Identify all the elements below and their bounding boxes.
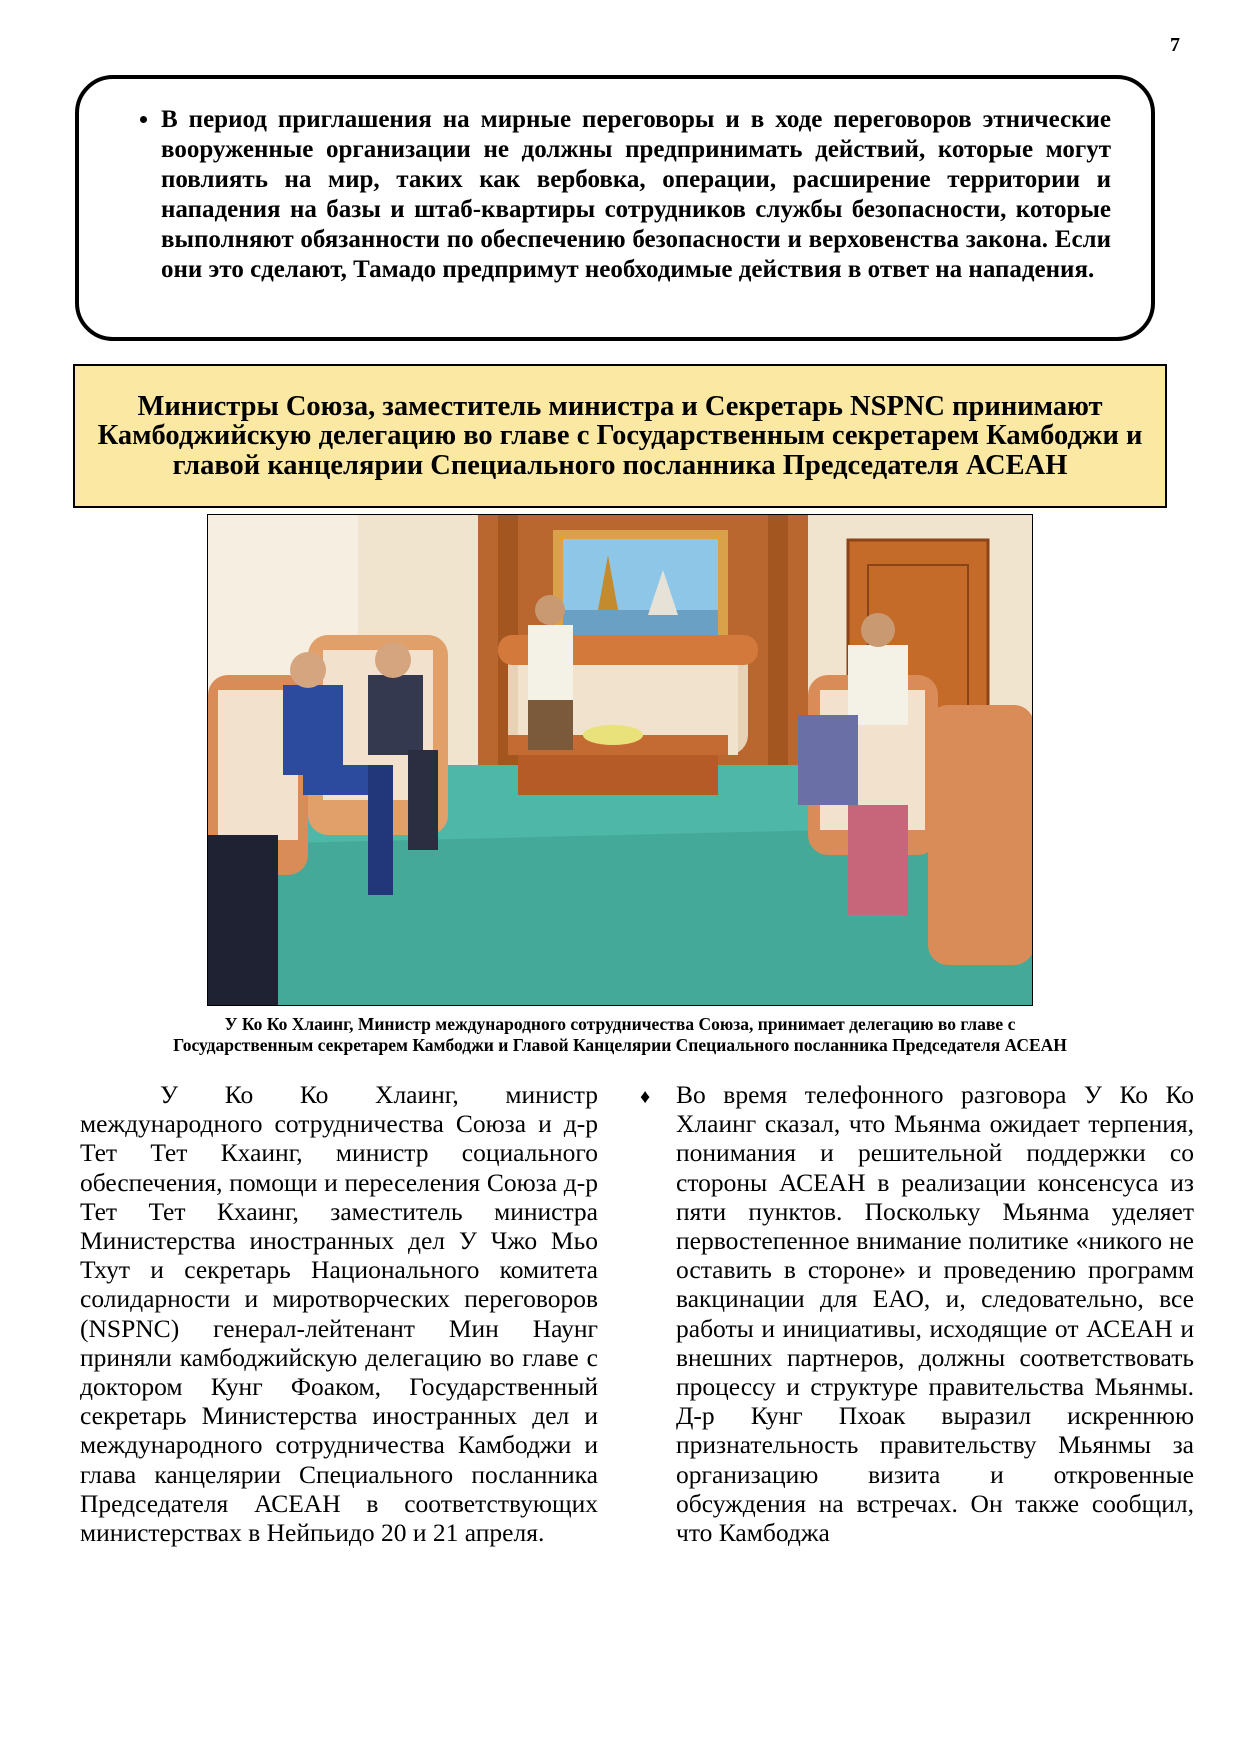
page-number: 7: [1170, 34, 1180, 56]
callout-bullet-text: • В период приглашения на мирные переговоры и в ходе переговоров этнические вооруженные организации не должны предпринимать действий, которые могут повлиять на мир, таких как вербовка, операции, расширение территории и нападения на базы и штаб-квартиры сотрудников службы безопасности, которые выполняют обязанности по обеспечению безопасности и верховенства закона. Если они это сделают, Тамадо предпримут необходимые действия в ответ на нападения.: [161, 105, 1111, 285]
photo-caption-line-2: Государственным секретарем Камбоджи и Главой Канцелярии Специального посланника Председателя АСЕАН: [173, 1035, 1067, 1055]
meeting-photo-illustration: [208, 515, 1033, 1006]
article-left-column: [80, 1080, 598, 1547]
photo-caption-line-1: У Ко Ко Хлаинг, Министр международного сотрудничества Союза, принимает делегацию во главе с: [224, 1014, 1016, 1034]
meeting-photo: [207, 514, 1033, 1006]
callout-box: [75, 75, 1155, 341]
article-left-paragraph: У Ко Ко Хлаинг, министр международного сотрудничества Союза и д-р Тет Тет Кхаинг, министр социального обеспечения, помощи и переселения Союза д-р Тет Тет Кхаинг, заместитель министра Министерства иностранных дел У Чжо Мьо Тхут и секретарь Национального комитета солидарности и миротворческих переговоров (NSPNC) генерал-лейтенант Мин Наунг приняли камбоджийскую делегацию во главе с доктором Кунг Фоаком, Государственный секретарь Министерства иностранных дел и международного сотрудничества Камбоджи и глава канцелярии Специального посланника Председателя АСЕАН в соответствующих министерствах в Нейпьидо 20 и 21 апреля.: [80, 1080, 598, 1548]
photo-caption: [60, 1014, 1180, 1056]
article-right-paragraph: Во время телефонного разговора У Ко Ко Хлаинг сказал, что Мьянма ожидает терпения, понимания и решительной поддержки со стороны АСЕАН в реализации консенсуса из пяти пунктов. Поскольку Мьянма уделяет первостепенное внимание политике «никого не оставить в стороне» и проведению программ вакцинации для ЕАО, и, следовательно, все работы и инициативы, исходящие от АСЕАН и внешних партнеров, должны соответствовать процессу и структуре правительства Мьянмы. Д-р Кунг Пхоак выразил искреннюю признательность правительству Мьянмы за организацию визита и откровенные обсуждения на встречах. Он также сообщил, что Камбоджа: [676, 1080, 1194, 1548]
headline-box: [73, 364, 1167, 508]
article-headline: Министры Союза, заместитель министра и Секретарь NSPNC принимают Камбоджийскую делегацию во главе с Государственным секретарем Камбоджи и главой канцелярии Специального посланника Председателя АСЕАН: [97, 390, 1143, 481]
callout-list: [119, 105, 1111, 285]
article-right-column: [676, 1080, 1194, 1547]
diamond-bullet-icon: ♦: [640, 1086, 651, 1108]
